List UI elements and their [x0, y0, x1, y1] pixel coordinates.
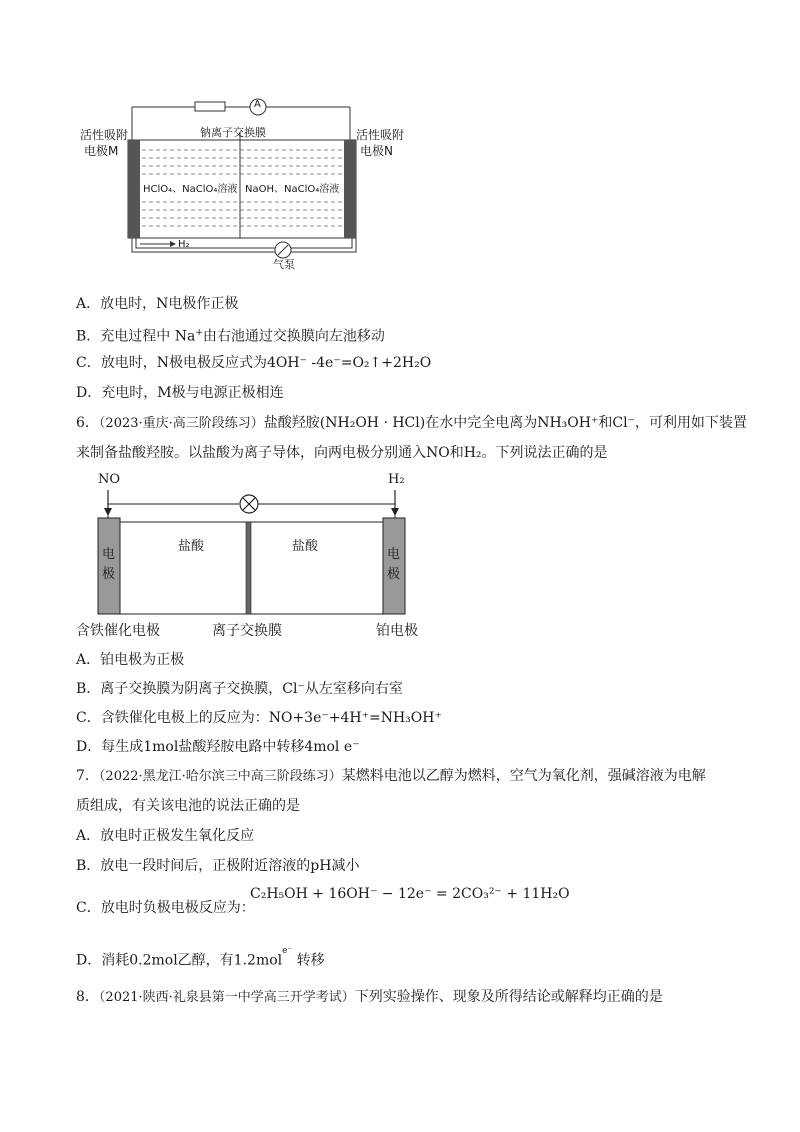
q7-option-b: B．放电一段时间后，正极附近溶液的pH减小	[76, 858, 360, 874]
left-electrode-label-1: 活性吸附	[80, 128, 129, 142]
q6-option-c: C．含铁催化电极上的反应为：NO+3e⁻+4H⁺=NH₃OH⁺	[76, 710, 442, 726]
q6-left-electrode-text: 电极	[102, 547, 116, 582]
q7-option-c: C．放电时负极电极反应为：	[76, 900, 255, 916]
q5-option-a: A．放电时，N电极作正极	[76, 296, 239, 312]
q6-right-solution: 盐酸	[292, 539, 319, 554]
q7-stem-line-1: 7．（2022·黑龙江·哈尔滨三中高三阶段练习）某燃料电池以乙醇为燃料，空气为氧化剂，强碱溶液为电解	[76, 768, 706, 784]
q5-option-d: D．充电时，M极与电源正极相连	[76, 385, 284, 401]
q6-label-left: 含铁催化电极	[76, 623, 160, 639]
q8-stem: 8．（2021·陕西·礼泉县第一中学高三开学考试）下列实验操作、现象及所得结论或解释均正确的是	[76, 989, 663, 1005]
left-solution-label: HClO₄、NaClO₄溶液	[143, 180, 237, 195]
ammeter-label: A	[254, 99, 261, 110]
q7-stem-line-2: 质组成，有关该电池的说法正确的是	[76, 798, 300, 814]
electrolysis-diagram-2	[70, 468, 430, 618]
q6-gas-left: NO	[98, 472, 121, 487]
q6-option-a: A．铂电极为正极	[76, 652, 185, 668]
membrane-label: 钠离子交换膜	[200, 126, 266, 139]
pump-label: 气泵	[273, 258, 295, 271]
right-electrode-label-2: 电极N	[360, 144, 393, 158]
gas-label: H₂	[178, 239, 190, 250]
q6-left-solution: 盐酸	[178, 539, 205, 554]
q6-stem-line-2: 来制备盐酸羟胺。以盐酸为离子导体，向两电极分别通入NO和H₂。下列说法正确的是	[76, 445, 608, 461]
q6-stem-line-1: 6．（2023·重庆·高三阶段练习）盐酸羟胺(NH₂OH · HCl)在水中完全电离为NH₃OH⁺和Cl⁻，可利用如下装置	[76, 415, 747, 431]
q7-option-a: A．放电时正极发生氧化反应	[76, 828, 255, 844]
left-electrode-label-2: 电极M	[84, 144, 119, 158]
q6-label-right: 铂电极	[376, 623, 418, 639]
q6-option-b: B．离子交换膜为阴离子交换膜，Cl⁻从左室移向右室	[76, 681, 403, 697]
q6-label-mid: 离子交换膜	[212, 623, 282, 639]
q6-right-electrode-text: 电极	[387, 547, 401, 582]
q5-option-b: B．充电过程中 Na+由右池通过交换膜向左池移动	[76, 328, 385, 345]
right-solution-label: NaOH、NaClO₄溶液	[245, 180, 339, 195]
q7-option-c-formula: C₂H₅OH + 16OH⁻ − 12e⁻ = 2CO₃²⁻ + 11H₂O	[250, 886, 570, 902]
right-electrode-label-1: 活性吸附	[356, 128, 405, 142]
q7-option-d: D．消耗0.2mol乙醇，有1.2mol$^{e^-}$ 转移	[76, 946, 325, 969]
q6-option-d: D．每生成1mol盐酸羟胺电路中转移4mol e⁻	[76, 739, 360, 755]
q6-gas-right: H₂	[388, 472, 405, 487]
q5-option-c: C．放电时，N极电极反应式为4OH⁻ -4e⁻=O₂↑+2H₂O	[76, 355, 432, 371]
